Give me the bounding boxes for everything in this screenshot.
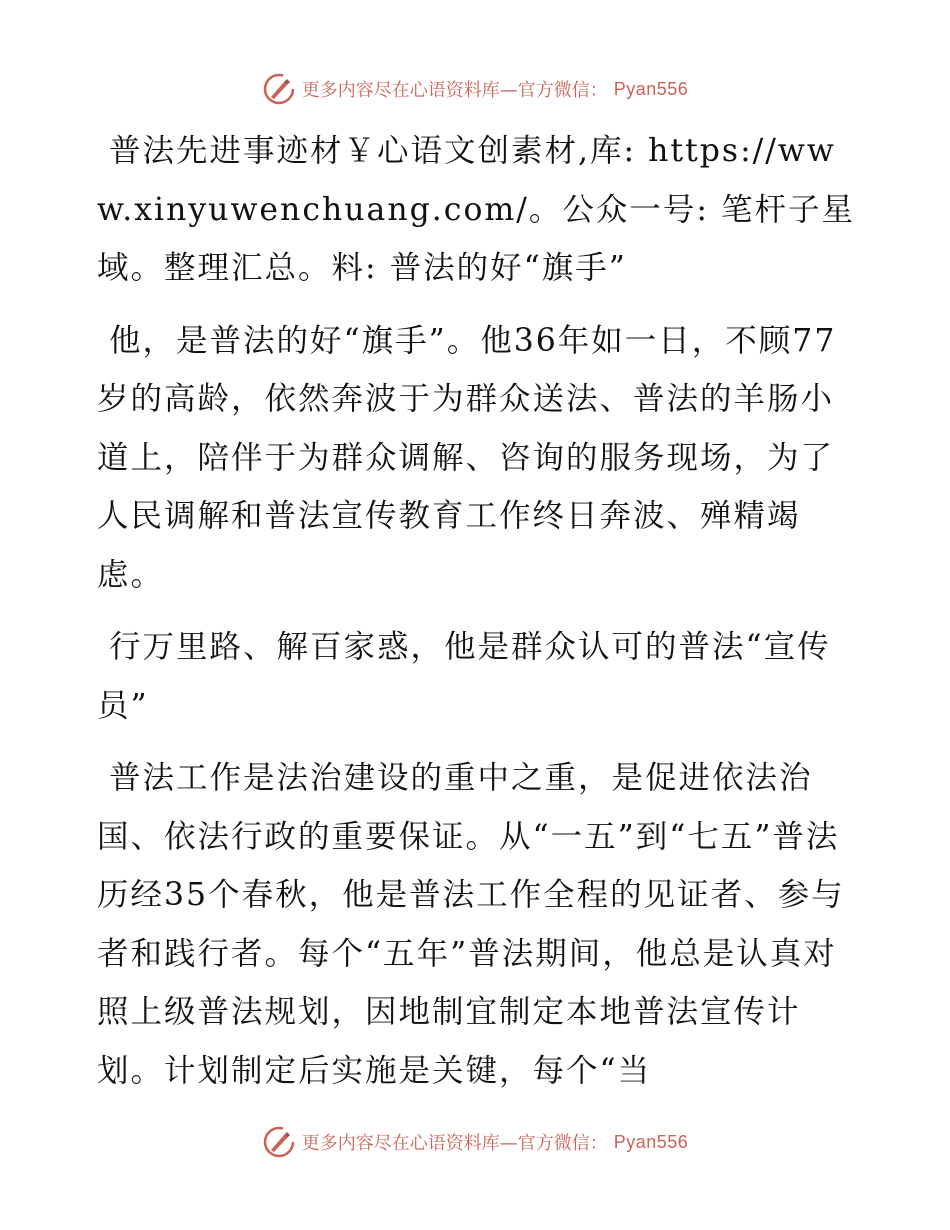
document-body xyxy=(97,122,857,1122)
paragraph-body: 普法工作是法治建设的重中之重，是促进依法治国、依法行政的重要保证。从“一五”到“七五”普法历经35个春秋，他是普法工作全程的见证者、参与者和践行者。每个“五年”普法期间，他总是认真对照上级普法规划，因地制宜制定本地普法宣传计划。计划制定后实施是关键，每个“当 xyxy=(97,760,845,1089)
watermark-wechat-id: Pyan556 xyxy=(613,1131,689,1152)
watermark-header xyxy=(0,72,950,106)
watermark-text: 更多内容尽在心语资料库—官方微信： xyxy=(301,1133,608,1154)
paragraph-intro: 他，是普法的好“旗手”。他36年如一日，不顾77岁的高龄，依然奔波于为群众送法、普法的羊肠小道上，陪伴于为群众调解、咨询的服务现场，为了人民调解和普法宣传教育工作终日奔波、殚精竭虑。 xyxy=(97,322,837,593)
paragraph-source-note: 普法先进事迹材￥心语文创素材,库: https://www.xinyuwenchuang.com/。公众一号: 笔杆子星域。整理汇总。料: 普法的好“旗手” xyxy=(97,133,856,286)
paragraph-subheading: 行万里路、解百家惑，他是群众认可的普法“宣传员” xyxy=(97,629,831,724)
watermark-wechat-id: Pyan556 xyxy=(613,78,689,99)
brush-pen-logo-icon xyxy=(262,1125,296,1159)
watermark-text: 更多内容尽在心语资料库—官方微信： xyxy=(301,80,608,101)
watermark-footer xyxy=(0,1125,950,1159)
brush-pen-logo-icon xyxy=(262,72,296,106)
